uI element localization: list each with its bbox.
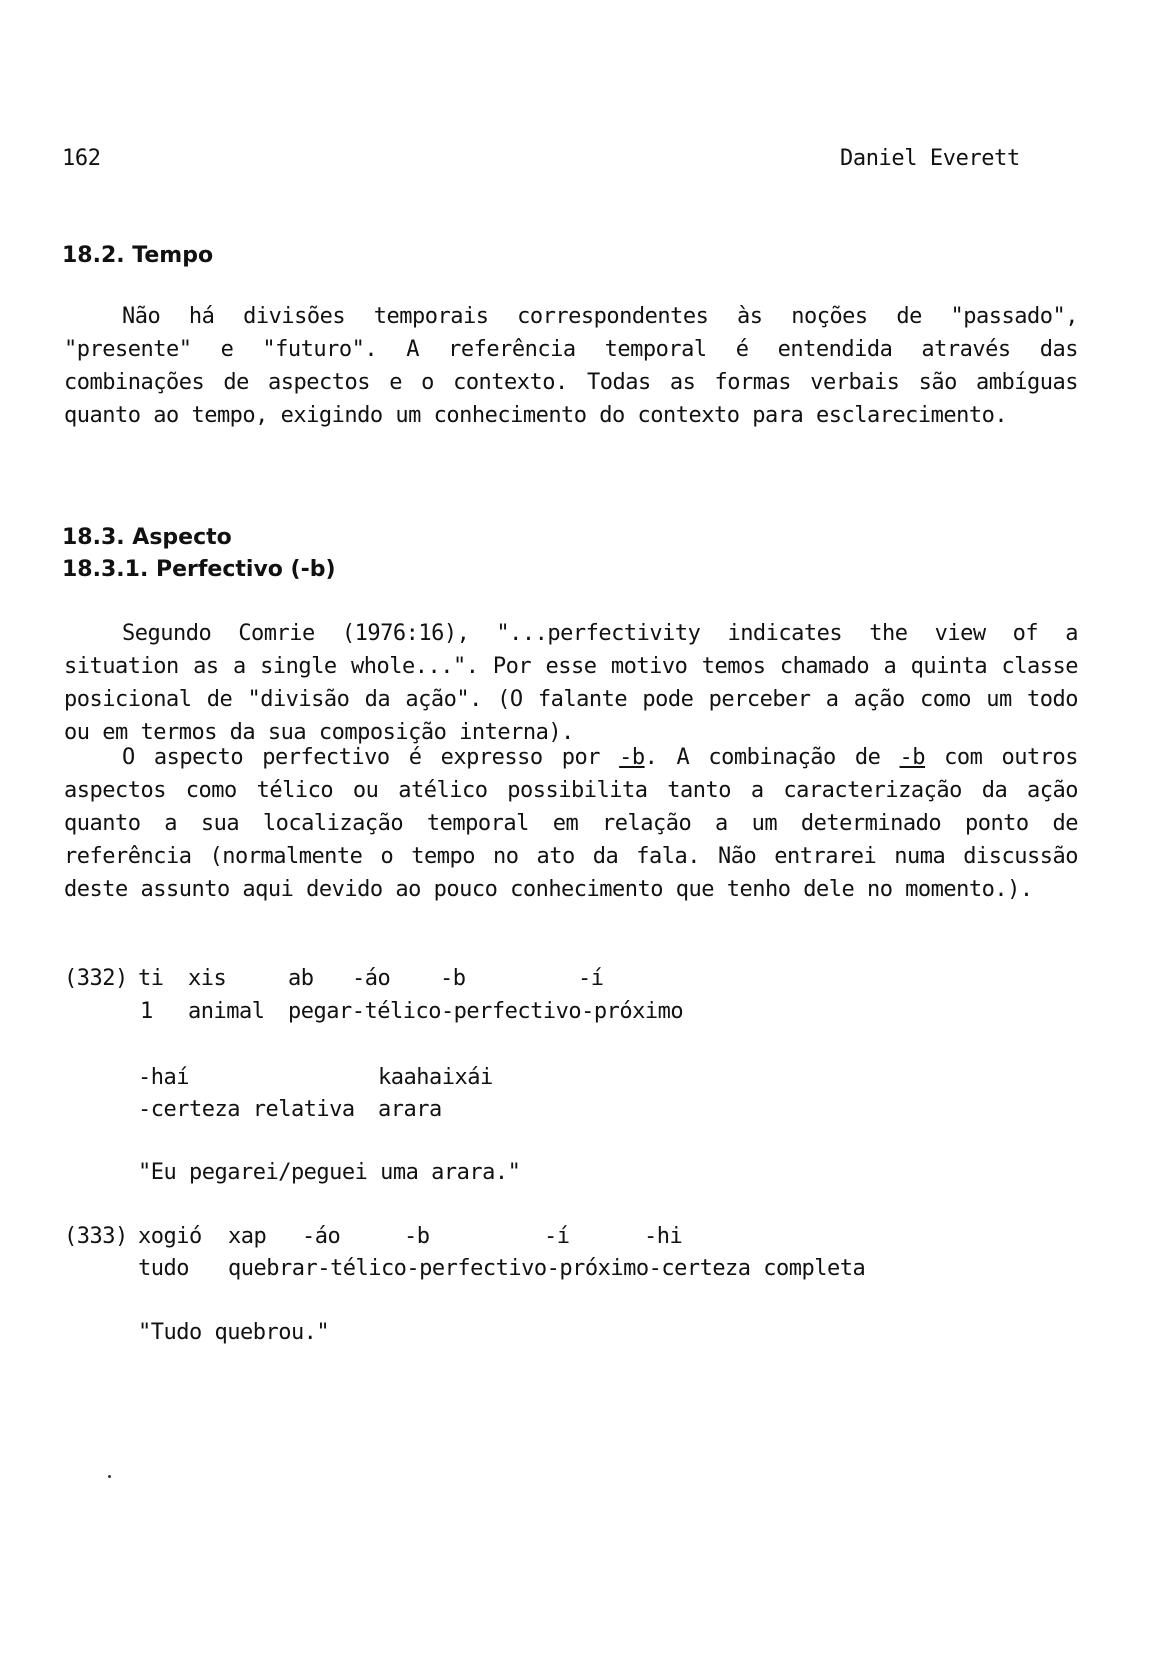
ex333-gloss: tudo [138, 1256, 189, 1281]
running-header-author: Daniel Everett [840, 146, 1020, 171]
ex332-morpheme: -b [440, 966, 466, 991]
ex332-morpheme: -í [578, 966, 604, 991]
ex332-translation: "Eu pegarei/peguei uma arara." [138, 1160, 521, 1185]
paragraph-tempo: Não há divisões temporais correspondentes às noções de "passado", "presente" e "futuro". A referência temporal é entendida através das combinações de aspectos e o contexto. Todas as formas verbais são ambíguas quanto ao tempo, exigindo um conhecimento do contexto para esclarecimento. [64, 304, 1078, 428]
ex332-morpheme: ti [138, 966, 164, 991]
ex332-morpheme: -áo [352, 966, 391, 991]
ex333-morpheme: xap [228, 1224, 267, 1249]
morpheme-b-1: -b [619, 745, 645, 770]
ex332-gloss: pegar-télico-perfectivo-próximo [288, 999, 684, 1024]
ex333-morpheme: -hi [644, 1224, 683, 1249]
subsection-heading-perfectivo: 18.3.1. Perfectivo (-b) [62, 557, 336, 582]
morpheme-b-2: -b [899, 745, 926, 770]
paragraph-comrie: Segundo Comrie (1976:16), "...perfectivity indicates the view of a situation as a single whole...". Por esse motivo temos chamado a quinta classe posicional de "divisão da ação". (O falante pode perceber a ação como um todo ou em termos da sua composição interna). [64, 621, 1078, 745]
page-number: 162 [62, 146, 101, 171]
example-number-332: (332) [64, 966, 128, 991]
ex332-morpheme: xis [188, 966, 227, 991]
ex333-translation: "Tudo quebrou." [138, 1320, 330, 1345]
ex332-gloss: animal [188, 999, 265, 1024]
ex333-gloss: quebrar-télico-perfectivo-próximo-certeza completa [228, 1256, 866, 1281]
ex333-morpheme: -í [544, 1224, 570, 1249]
p2-text-e: com outros aspectos como télico ou atélico possibilita tanto a caracterização da ação quanto a sua localização temporal em relação a um determinado ponto de referência (normalmente o tempo no ato da fala. Não entrarei numa discussão deste assunto aqui devido ao pouco conhecimento que tenho dele no momento.). [64, 745, 1079, 902]
ex332-morpheme: ab [288, 966, 314, 991]
p2-text-a: O aspecto perfectivo é expresso por [122, 745, 620, 770]
section-heading-tempo: 18.2. Tempo [62, 243, 214, 268]
example-number-333: (333) [64, 1224, 128, 1249]
scan-speck [108, 1475, 111, 1478]
p2-text-c: . A combinação de [644, 745, 900, 770]
paragraph-perfectivo [64, 741, 1078, 906]
ex332-gloss: 1 [140, 999, 153, 1024]
ex332-morpheme: -haí [138, 1065, 189, 1090]
ex333-morpheme: -b [404, 1224, 430, 1249]
ex332-morpheme: kaahaixái [378, 1065, 493, 1090]
ex332-gloss: arara [378, 1097, 442, 1122]
ex333-morpheme: xogió [138, 1224, 202, 1249]
ex332-gloss: -certeza relativa [138, 1097, 355, 1122]
ex333-morpheme: -áo [302, 1224, 341, 1249]
section-heading-aspecto: 18.3. Aspecto [62, 525, 232, 550]
